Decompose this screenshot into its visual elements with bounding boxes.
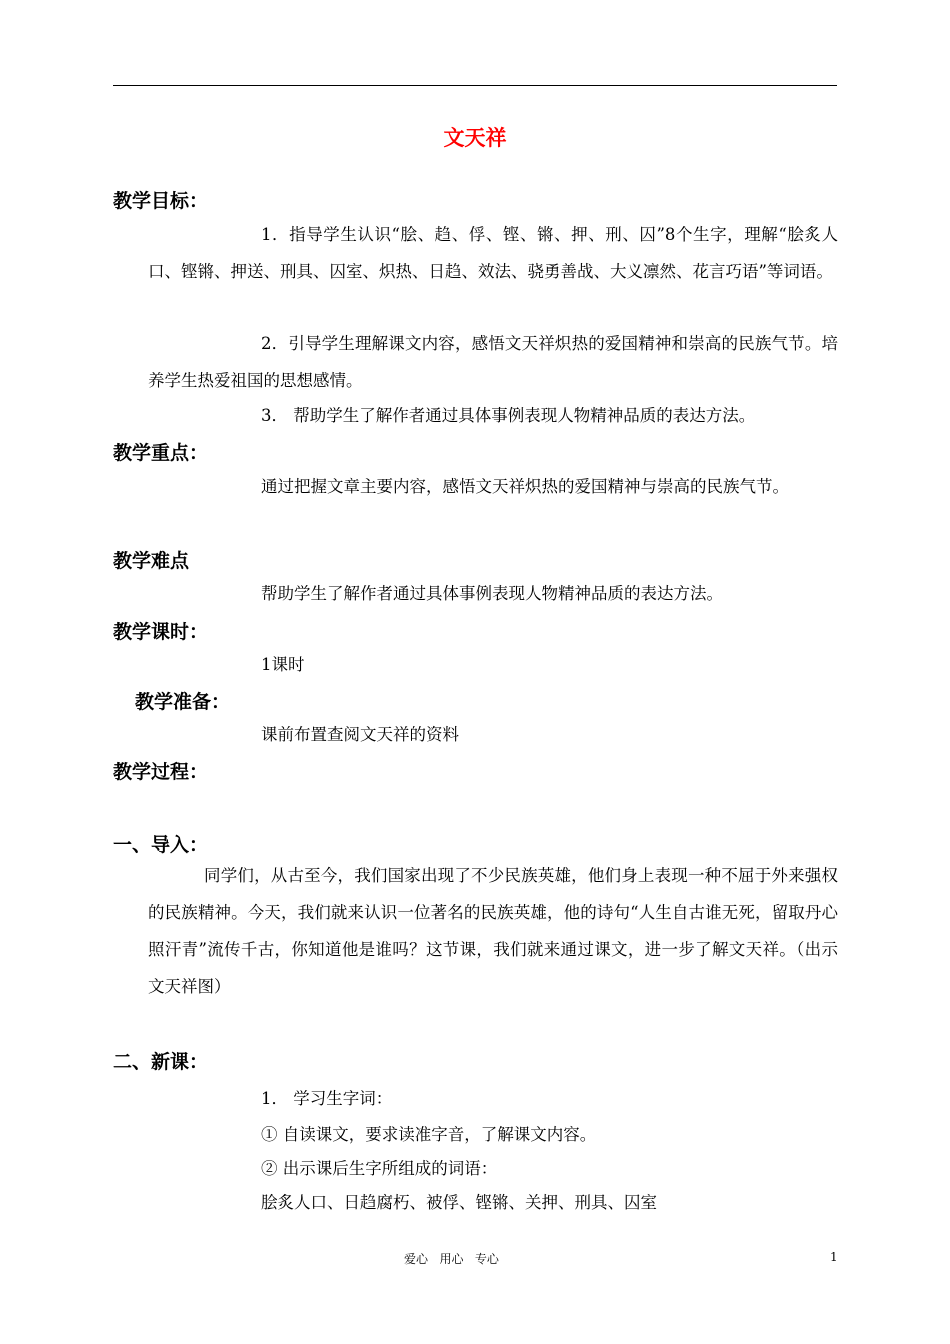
intro-heading: 一、导入： bbox=[113, 834, 209, 856]
footer-motto: 爱心 用心 专心 bbox=[404, 1252, 499, 1266]
new-lesson-line-2: ① 自读课文，要求读准字音，了解课文内容。 bbox=[261, 1125, 597, 1144]
duration-text: 1课时 bbox=[261, 655, 305, 674]
document-title: 文天祥 bbox=[443, 126, 507, 150]
key-points-heading: 教学重点： bbox=[113, 442, 209, 464]
objectives-heading: 教学目标： bbox=[113, 190, 209, 212]
preparation-text: 课前布置查阅文天祥的资料 bbox=[261, 725, 459, 744]
objective-item-1: 1．指导学生认识“脍、趋、俘、铿、锵、押、刑、囚”8个生字，理解“脍炙人口、铿锵、押送、刑具、囚室、炽热、日趋、效法、骁勇善战、大义凛然、花言巧语”等词语。 bbox=[148, 225, 838, 281]
new-lesson-line-3: ② 出示课后生字所组成的词语： bbox=[261, 1159, 498, 1178]
duration-heading: 教学课时： bbox=[113, 621, 209, 643]
objective-item-3: 3． 帮助学生了解作者通过具体事例表现人物精神品质的表达方法。 bbox=[261, 406, 756, 425]
new-lesson-line-4: 脍炙人口、日趋腐朽、被俘、铿锵、关押、刑具、囚室 bbox=[261, 1193, 657, 1212]
difficulties-text: 帮助学生了解作者通过具体事例表现人物精神品质的表达方法。 bbox=[261, 584, 723, 603]
intro-text: 同学们，从古至今，我们国家出现了不少民族英雄，他们身上表现一种不屈于外来强权的民族精神。今天，我们就来认识一位著名的民族英雄，他的诗句“人生自古谁无死，留取丹心照汗青”流传千古，你知道他是谁吗？这节课，我们就来通过课文，进一步了解文天祥。（出示文天祥图） bbox=[148, 866, 838, 996]
key-points-text: 通过把握文章主要内容，感悟文天祥炽热的爱国精神与崇高的民族气节。 bbox=[261, 477, 789, 496]
header-rule bbox=[113, 85, 837, 86]
preparation-heading: 教学准备： bbox=[135, 691, 231, 713]
new-lesson-heading: 二、新课： bbox=[113, 1051, 209, 1073]
objective-item-2: 2．引导学生理解课文内容，感悟文天祥炽热的爱国精神和崇高的民族气节。培养学生热爱祖国的思想感情。 bbox=[148, 334, 838, 390]
page-number: 1 bbox=[830, 1250, 838, 1264]
process-heading: 教学过程： bbox=[113, 761, 209, 783]
new-lesson-line-1: 1． 学习生字词： bbox=[261, 1089, 393, 1108]
difficulties-heading: 教学难点 bbox=[113, 550, 190, 572]
